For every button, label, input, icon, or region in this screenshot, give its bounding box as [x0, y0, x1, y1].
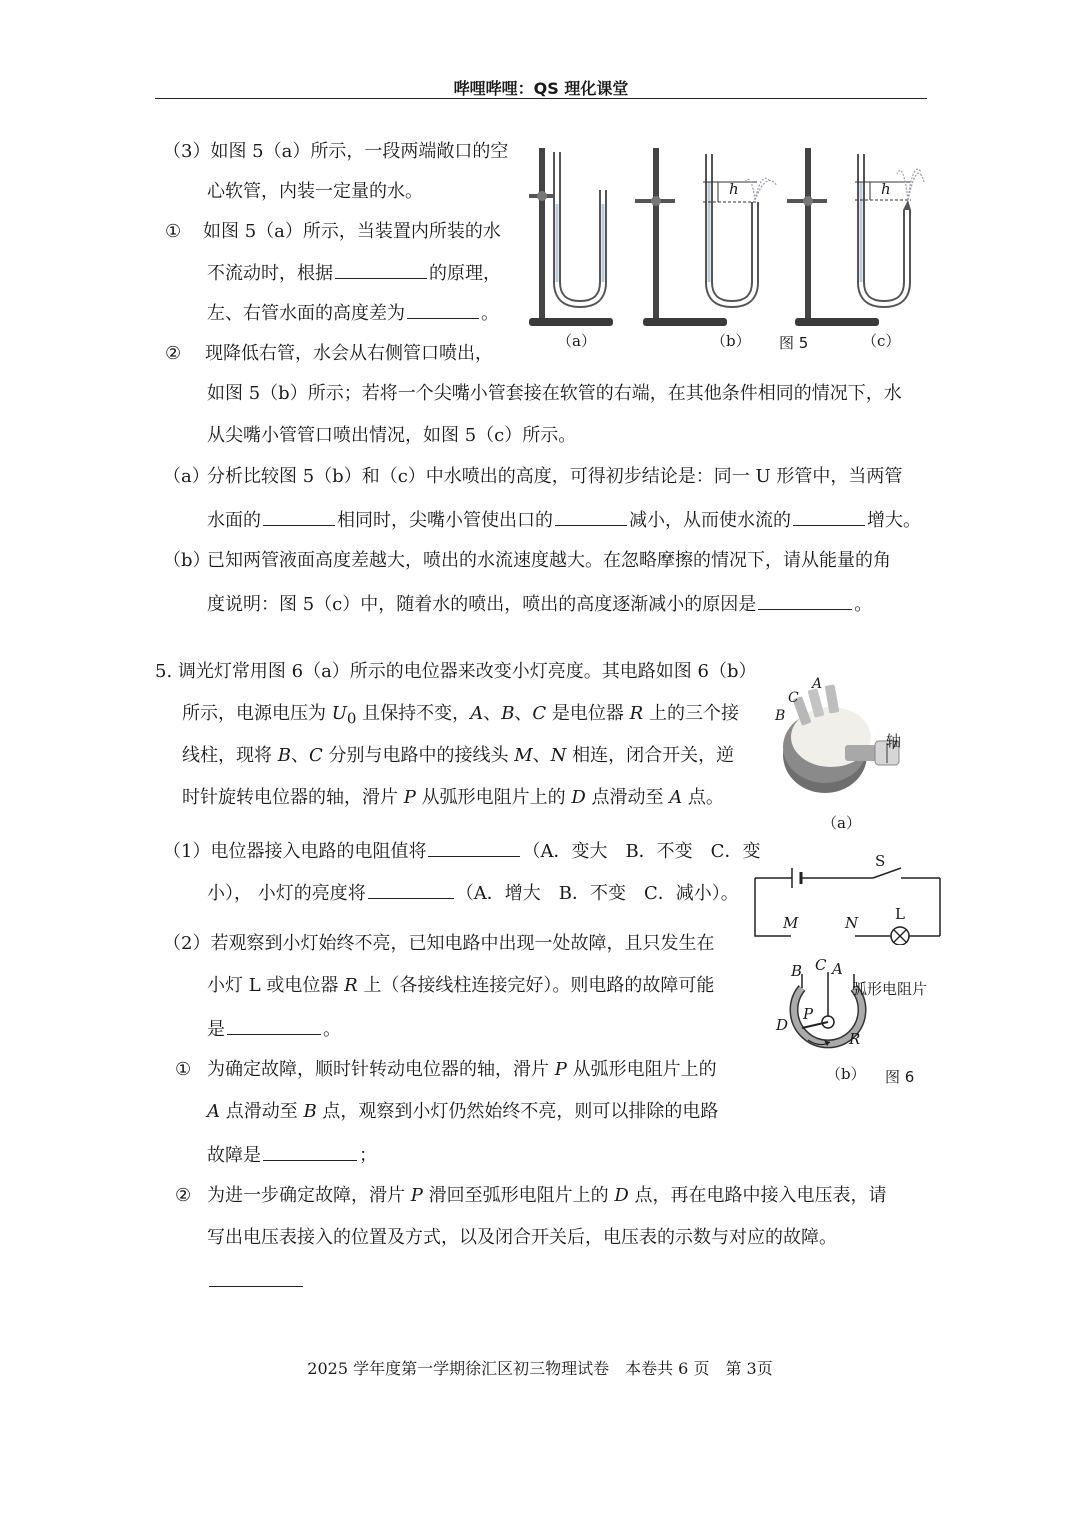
text-segment: （A．变大 B．不变 C．变 — [522, 841, 761, 862]
figure-6b-switch-label: S — [875, 852, 886, 870]
var-c: C — [308, 745, 323, 766]
text-segment: （1）电位器接入电路的电阻值将 — [163, 841, 427, 862]
text-segment: 度说明：图 5（c）中，随着水的喷出，喷出的高度逐渐减小的原因是 — [207, 594, 757, 615]
text-segment: 点。 — [682, 787, 724, 808]
text-segment: 。 — [481, 303, 499, 324]
text-segment: 点滑动至 — [585, 787, 670, 808]
q4p3-step1-line3 — [207, 300, 499, 326]
text-segment: 是电位器 — [546, 703, 630, 724]
figure-6a-caption: （a） — [822, 814, 861, 832]
figure-5a-stand — [529, 148, 613, 326]
text-segment: ； — [359, 1145, 377, 1166]
figure-5c-h-label: h — [881, 180, 891, 198]
figure-6b-terminal-M: M — [783, 914, 799, 932]
q5-line2 — [182, 702, 739, 731]
q5-check2-line1 — [207, 1184, 886, 1208]
figure-5-title: 图 5 — [779, 334, 809, 352]
text-segment: 为确定故障，顺时针转动电位器的轴，滑片 — [207, 1059, 555, 1080]
var-r: R — [344, 975, 358, 996]
text-segment: 且保持不变， — [356, 703, 471, 724]
answer-blank[interactable] — [209, 1268, 303, 1287]
figure-5c-stand — [787, 148, 924, 326]
figure-6a-label-axis: 轴 — [886, 732, 902, 750]
q4p3-intro-line2: 心软管，内装一定量的水。 — [207, 181, 423, 202]
text-segment: 上（各接线柱连接完好）。则电路的故障可能 — [357, 975, 715, 996]
text-segment: 增大。 — [867, 510, 921, 531]
text-segment: 上的三个接 — [643, 703, 739, 724]
q4p3-intro-line1: （3）如图 5（a）所示，一段两端敞口的空 — [163, 141, 509, 162]
text-segment: 小）， 小灯的亮度将 — [207, 883, 366, 904]
page-header — [155, 76, 927, 99]
figure-5a-label: （a） — [557, 332, 596, 350]
figure-6b-arc-label: 弧形电阻片 — [852, 980, 928, 998]
text-segment: 分别与电路中的接线头 — [322, 745, 515, 766]
q4p3-step2-number: ② — [165, 343, 182, 364]
q4p3-a-line1: 分析比较图 5（b）和（c）中水喷出的高度，可得初步结论是：同一 U 形管中，当两管 — [207, 466, 903, 487]
figure-6a-label-C: C — [788, 690, 799, 706]
var-r: R — [629, 703, 644, 724]
figure-5b-label: （b） — [711, 332, 751, 350]
q4p3-b-line2 — [207, 591, 872, 617]
text-segment: 。 — [854, 594, 873, 615]
answer-blank[interactable] — [407, 300, 479, 319]
figure-5c-label: （c） — [862, 332, 901, 350]
q4p3-step1-number: ① — [165, 221, 182, 242]
q5-part2-line1: （2）若观察到小灯始终不亮，已知电路中出现一处故障，且只发生在 — [163, 933, 715, 954]
answer-blank[interactable] — [368, 880, 454, 899]
figure-6b-label-B: B — [791, 962, 803, 980]
q5-check2-number: ② — [175, 1185, 192, 1206]
var-p: P — [410, 1185, 423, 1206]
figure-6b-label-A: A — [832, 960, 843, 978]
q4p3-a-line2 — [207, 507, 921, 533]
figure-6b-label-P: P — [803, 1005, 814, 1023]
text-segment: 故障是 — [207, 1145, 261, 1166]
q5-part1-line2 — [207, 880, 739, 906]
var-b: B — [303, 1101, 317, 1122]
answer-blank[interactable] — [428, 838, 520, 857]
page-footer — [0, 1356, 1080, 1379]
answer-blank[interactable] — [335, 260, 427, 279]
figure-5b-h-label: h — [729, 180, 739, 198]
q5-part2-line2 — [207, 974, 714, 998]
text-segment: （A．增大 B．不变 C．减小）。 — [455, 883, 739, 904]
var-p: P — [403, 787, 416, 808]
text-segment: 减小，从而使水流的 — [629, 510, 791, 531]
q4p3-step1-line2 — [207, 260, 501, 286]
var-d: D — [614, 1185, 629, 1206]
figure-6b-lamp-label: L — [895, 905, 905, 923]
q5-check1-line3 — [207, 1142, 377, 1168]
var-p: P — [554, 1059, 567, 1080]
text-segment: 相连，闭合开关，逆 — [566, 745, 735, 766]
text-segment: 从弧形电阻片上的 — [566, 1059, 717, 1080]
var-a: A — [470, 703, 484, 724]
text-segment: 从弧形电阻片上的 — [415, 787, 572, 808]
q4p3-step2-line2: 如图 5（b）所示；若将一个尖嘴小管套接在软管的右端，在其他条件相同的情况下，水 — [207, 383, 902, 404]
text-segment: 小灯 L 或电位器 — [207, 975, 345, 996]
var-c: C — [532, 703, 547, 724]
text-segment: 所示，电源电压为 — [182, 703, 332, 724]
answer-blank[interactable] — [227, 1016, 321, 1035]
q4p3-step2-line3: 从尖嘴小管管口喷出情况，如图 5（c）所示。 — [207, 425, 577, 446]
text-segment: 水面的 — [207, 510, 261, 531]
text-segment: 、 — [290, 745, 309, 766]
text-segment: 线柱，现将 — [182, 745, 278, 766]
figure-6b-label-D: D — [776, 1016, 789, 1034]
footer-text: 2025 学年度第一学期徐汇区初三物理试卷 本卷共 6 页 第 3页 — [307, 1359, 773, 1378]
answer-blank[interactable] — [263, 507, 335, 526]
text-segment: 点，观察到小灯仍然始终不亮，则可以排除的电路 — [316, 1101, 719, 1122]
q5-check2-line2: 写出电压表接入的位置及方式，以及闭合开关后，电压表的示数与对应的故障。 — [207, 1227, 837, 1248]
text-segment: 的原理， — [429, 263, 501, 284]
text-segment: 滑回至弧形电阻片上的 — [422, 1185, 615, 1206]
q5-check1-line1 — [207, 1058, 717, 1082]
text-segment: 是 — [207, 1019, 225, 1040]
q4p3-b-line1: 已知两管液面高度差越大，喷出的水流速度越大。在忽略摩擦的情况下，请从能量的角 — [207, 550, 891, 571]
text-segment: 时针旋转电位器的轴，滑片 — [182, 787, 404, 808]
q5-line3 — [182, 744, 734, 768]
var-b: B — [501, 703, 515, 724]
q4p3-b-number: （b） — [163, 550, 211, 571]
figure-5 — [525, 142, 925, 357]
text-segment: 为进一步确定故障，滑片 — [207, 1185, 411, 1206]
var-u-subscript: 0 — [346, 709, 357, 728]
text-segment: 不流动时，根据 — [207, 263, 333, 284]
q4p3-step2-line1: 现降低右管，水会从右侧管口喷出， — [205, 343, 493, 364]
figure-6-title: 图 6 — [885, 1068, 915, 1086]
q5-line1: 5. 调光灯常用图 6（a）所示的电位器来改变小灯亮度。其电路如图 6（b） — [155, 661, 757, 682]
figure-6a-label-A: A — [812, 676, 823, 692]
var-d: D — [571, 787, 586, 808]
text-segment: 点滑动至 — [220, 1101, 304, 1122]
figure-6b-label-C: C — [815, 956, 827, 974]
text-segment: 左、右管水面的高度差为 — [207, 303, 405, 324]
q5-line4 — [182, 786, 724, 810]
answer-blank[interactable] — [758, 591, 852, 610]
q4p3-a-number: （a） — [163, 466, 210, 487]
text-segment: 点，再在电路中接入电压表，请 — [628, 1185, 887, 1206]
figure-6b-caption: （b） — [826, 1065, 866, 1083]
figure-5b-stand — [635, 148, 777, 326]
q5-check1-line2 — [207, 1100, 718, 1124]
var-m: M — [514, 745, 533, 766]
answer-blank[interactable] — [555, 507, 627, 526]
var-a: A — [207, 1101, 220, 1122]
q4p3-step1-line1: 如图 5（a）所示，当装置内所装的水 — [203, 221, 501, 242]
figure-6b-label-R: R — [849, 1030, 861, 1048]
q5-check1-number: ① — [175, 1059, 192, 1080]
answer-blank[interactable] — [263, 1142, 357, 1161]
q5-part1-line1 — [163, 838, 760, 864]
q5-part2-line3 — [207, 1016, 341, 1042]
figure-6b-terminal-N: N — [845, 914, 859, 932]
var-n: N — [550, 745, 567, 766]
var-b: B — [277, 745, 291, 766]
answer-blank[interactable] — [793, 507, 865, 526]
figure-6a-label-B: B — [775, 708, 786, 724]
text-segment: 、 — [532, 745, 551, 766]
text-segment: 、 — [514, 703, 533, 724]
var-a: A — [669, 787, 683, 808]
text-segment: 。 — [323, 1019, 341, 1040]
text-segment: 相同时，尖嘴小管使出口的 — [337, 510, 553, 531]
header-title: 哔哩哔哩：QS 理化课堂 — [453, 79, 629, 98]
var-u: U — [331, 703, 347, 724]
text-segment: 、 — [483, 703, 502, 724]
